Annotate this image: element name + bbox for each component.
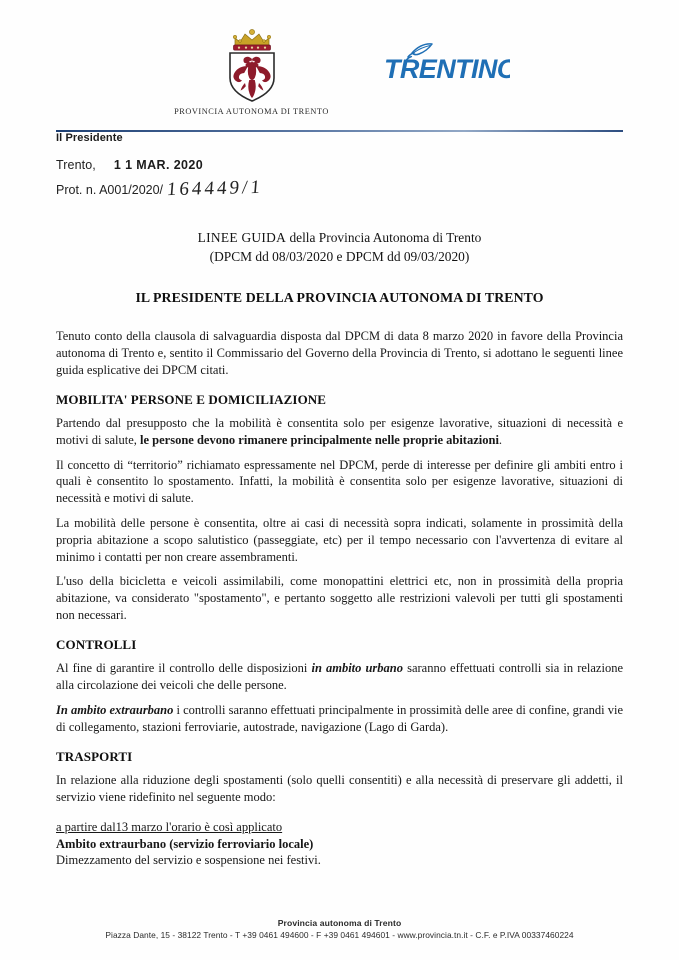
document-body (56, 328, 623, 869)
protocol-block (56, 132, 679, 200)
intro-paragraph: Tenuto conto della clausola di salvaguardia disposta dal DPCM di data 8 marzo 2020 in favore della Provincia autonoma di Trento e, sentito il Commissario del Governo della Provincia di Trento, si adottano le seguenti linee guida esplicative dei DPCM citati. (56, 329, 623, 377)
controlli-p1-part-a: Al fine di garantire il controllo delle disposizioni (56, 661, 312, 676)
mobilita-p1-part-a: Partendo dal presupposto che la mobilità è consentita solo per esigenze lavorative, situazioni di necessità e motivi di salute, (56, 415, 623, 447)
trento-coat-of-arms-icon (221, 26, 283, 104)
section-heading-mobilita: MOBILITA' PERSONE E DOMICILIAZIONE (56, 391, 327, 407)
controlli-paragraph-2 (56, 702, 623, 736)
schedule-effective-date: a partire dal13 marzo l'orario è così applicato (56, 819, 283, 834)
protocol-number-handwritten: 164449/1 (166, 176, 264, 201)
title-line-1-rest: della Provincia Autonoma di Trento (286, 230, 482, 245)
mobilita-paragraph-1 (56, 415, 623, 449)
section-heading-controlli: CONTROLLI (56, 636, 137, 652)
title-linee-guida: LINEE GUIDA (197, 230, 287, 245)
letterhead (0, 0, 679, 116)
mobilita-paragraph-2: Il concetto di “territorio” richiamato espressamente nel DPCM, perde di interesse per definire gli ambiti entro i quali è consentito lo spostamento. Infatti, la mobilità è consentita solo per esigenze lavorative, situazioni di necessità e motivi di salute. (56, 457, 623, 506)
trasporti-paragraph-1: In relazione alla riduzione degli spostamenti (solo quelli consentiti) e alla necessità di preservare gli addetti, il servizio viene ridefinito nel seguente modo: (56, 773, 623, 804)
mobilita-paragraph-4: L'uso della bicicletta e veicoli assimilabili, come monopattini elettrici etc, non in prossimità della propria abitazione, va considerato "spostamento", e pertanto soggetto alle restrizioni valevoli per tutti gli spostamenti non necessari. (56, 574, 623, 623)
document-title-block (0, 228, 679, 266)
date-row (56, 158, 679, 172)
city-label: Trento, (56, 158, 96, 172)
title-line-2: (DPCM dd 08/03/2020 e DPCM dd 09/03/2020) (209, 249, 470, 265)
title-line-1 (0, 228, 679, 247)
controlli-p2-rest: i controlli saranno effettuati principalmente in prossimità delle aree di confine, grandi vie di collegamento, stazioni ferroviarie, autostrade, navigazione (Lago di Garda). (56, 703, 624, 734)
crest-caption: PROVINCIA AUTONOMA DI TRENTO (174, 107, 329, 116)
controlli-p1-emphasis: in ambito urbano (311, 661, 404, 676)
mobilita-p1-part-b: . (498, 432, 503, 447)
page-footer (0, 918, 679, 940)
section-heading-trasporti: TRASPORTI (56, 748, 133, 764)
protocol-number-row (56, 178, 679, 200)
date-stamp: 1 1 MAR. 2020 (113, 157, 204, 173)
mobilita-paragraph-3: La mobilità delle persone è consentita, oltre ai casi di necessità sopra indicati, solamente in prossimità della propria abitazione a scopo salutistico (passeggiate, etc) per il tempo necessario con l'avvertenza di evitare al minimo i contatti per non creare assembramenti. (56, 516, 623, 564)
office-label: Il Presidente (56, 132, 123, 144)
trentino-brand-logo (382, 42, 510, 91)
controlli-paragraph-1 (56, 660, 623, 694)
page-title: IL PRESIDENTE DELLA PROVINCIA AUTONOMA DI TRENTO (135, 290, 544, 306)
trentino-wordmark-icon (382, 42, 510, 86)
schedule-block (56, 819, 623, 869)
protocol-label: Prot. n. A001/2020/ (56, 183, 164, 197)
footer-address: Piazza Dante, 15 - 38122 Trento - T +39 0461 494600 - F +39 0461 494601 - www.provincia.tn.it - C.F. e P.IVA 00337460224 (105, 930, 574, 940)
logo-row (0, 26, 679, 116)
svg-text:TRENTINO: TRENTINO (383, 54, 510, 84)
controlli-p2-emphasis: In ambito extraurbano (56, 703, 174, 718)
controlli-p1-part-b: saranno effettuati controlli sia in relazione alla circolazione dei veicoli che delle persone. (56, 661, 623, 693)
header-divider (56, 130, 623, 132)
schedule-scope-heading: Ambito extraurbano (servizio ferroviario locale) (56, 836, 314, 851)
footer-organization: Provincia autonoma di Trento (277, 918, 402, 928)
coat-of-arms-block (174, 26, 329, 116)
schedule-detail: Dimezzamento del servizio e sospensione nei festivi. (56, 853, 321, 868)
mobilita-p1-bold: le persone devono rimanere principalmente nelle proprie abitazioni (140, 432, 499, 447)
